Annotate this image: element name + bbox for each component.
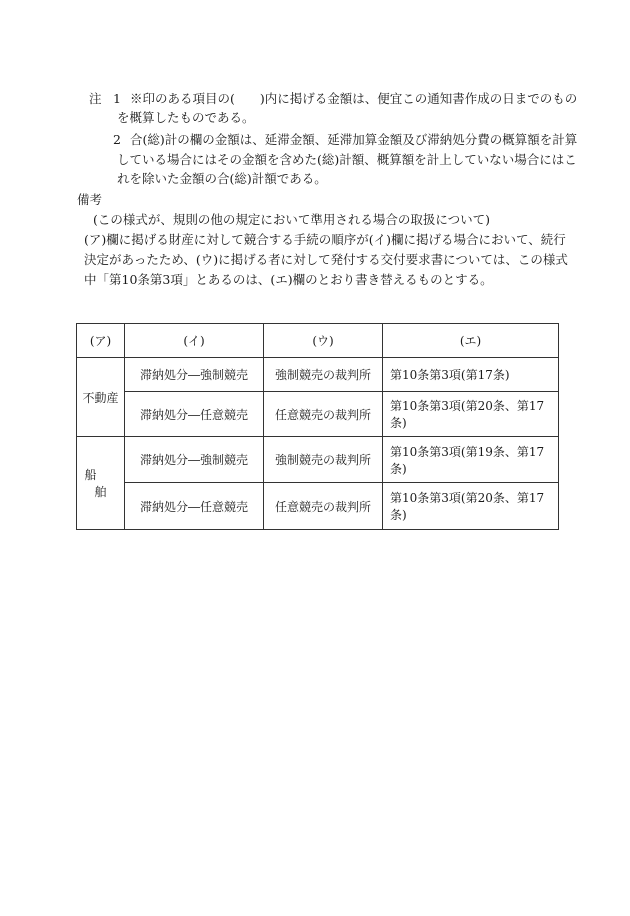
category-real-estate: 不動産 xyxy=(77,358,125,437)
note-2-line-1: 合(総)計の欄の金額は、延滞金額、延滞加算金額及び滞納処分費の概算額を計算 xyxy=(130,132,578,147)
table-row xyxy=(77,483,559,530)
header-col-d: (エ) xyxy=(383,324,559,358)
note-2-line-2: している場合にはその金額を含めた(総)計額、概算額を計上していない場合にはこ xyxy=(117,152,577,167)
table-cell: 任意競売の裁判所 xyxy=(264,483,383,530)
notes-label: 注 xyxy=(89,91,102,106)
table-row xyxy=(77,358,559,392)
table-cell: 滞納処分―強制競売 xyxy=(125,358,264,392)
table-row xyxy=(77,392,559,437)
remarks-heading: 備考 xyxy=(77,192,103,207)
table-cell: 第10条第3項(第19条、第17条) xyxy=(383,437,559,483)
note-2-line-3: れを除いた金額の合(総)計額である。 xyxy=(117,171,327,186)
note-2-number: 2 xyxy=(113,132,121,147)
table-row xyxy=(77,437,559,483)
table-cell: 任意競売の裁判所 xyxy=(264,392,383,437)
header-col-b: (イ) xyxy=(125,324,264,358)
note-1-line-1: ※印のある項目の( )内に掲げる金額は、便宜この通知書作成の日までのもの xyxy=(130,91,578,106)
table-cell: 滞納処分―任意競売 xyxy=(125,392,264,437)
remarks-paragraph-line-1: (ア)欄に掲げる財産に対して競合する手続の順序が(イ)欄に掲げる場合において、続行 xyxy=(84,232,566,247)
table-cell: 強制競売の裁判所 xyxy=(264,358,383,392)
header-col-c: (ウ) xyxy=(264,324,383,358)
table-cell: 第10条第3項(第17条) xyxy=(383,358,559,392)
table-cell: 第10条第3項(第20条、第17条) xyxy=(383,483,559,530)
note-1-number: 1 xyxy=(113,91,121,106)
remarks-paragraph-line-3: 中「第10条第3項」とあるのは、(エ)欄のとおり書き替えるものとする。 xyxy=(84,272,493,287)
table-cell: 滞納処分―任意競売 xyxy=(125,483,264,530)
category-ship: 船舶 xyxy=(77,437,125,530)
table-cell: 滞納処分―強制競売 xyxy=(125,437,264,483)
remarks-paragraph-line-2: 決定があったため、(ウ)に掲げる者に対して発付する交付要求書については、この様式 xyxy=(84,252,568,267)
remarks-subheading: (この様式が、規則の他の規定において準用される場合の取扱について) xyxy=(93,212,491,227)
note-1-line-2: を概算したものである。 xyxy=(117,110,255,125)
header-col-a: (ア) xyxy=(77,324,125,358)
table-cell: 強制競売の裁判所 xyxy=(264,437,383,483)
table-cell: 第10条第3項(第20条、第17条) xyxy=(383,392,559,437)
table-header-row xyxy=(77,324,559,358)
substitution-table xyxy=(76,323,559,530)
